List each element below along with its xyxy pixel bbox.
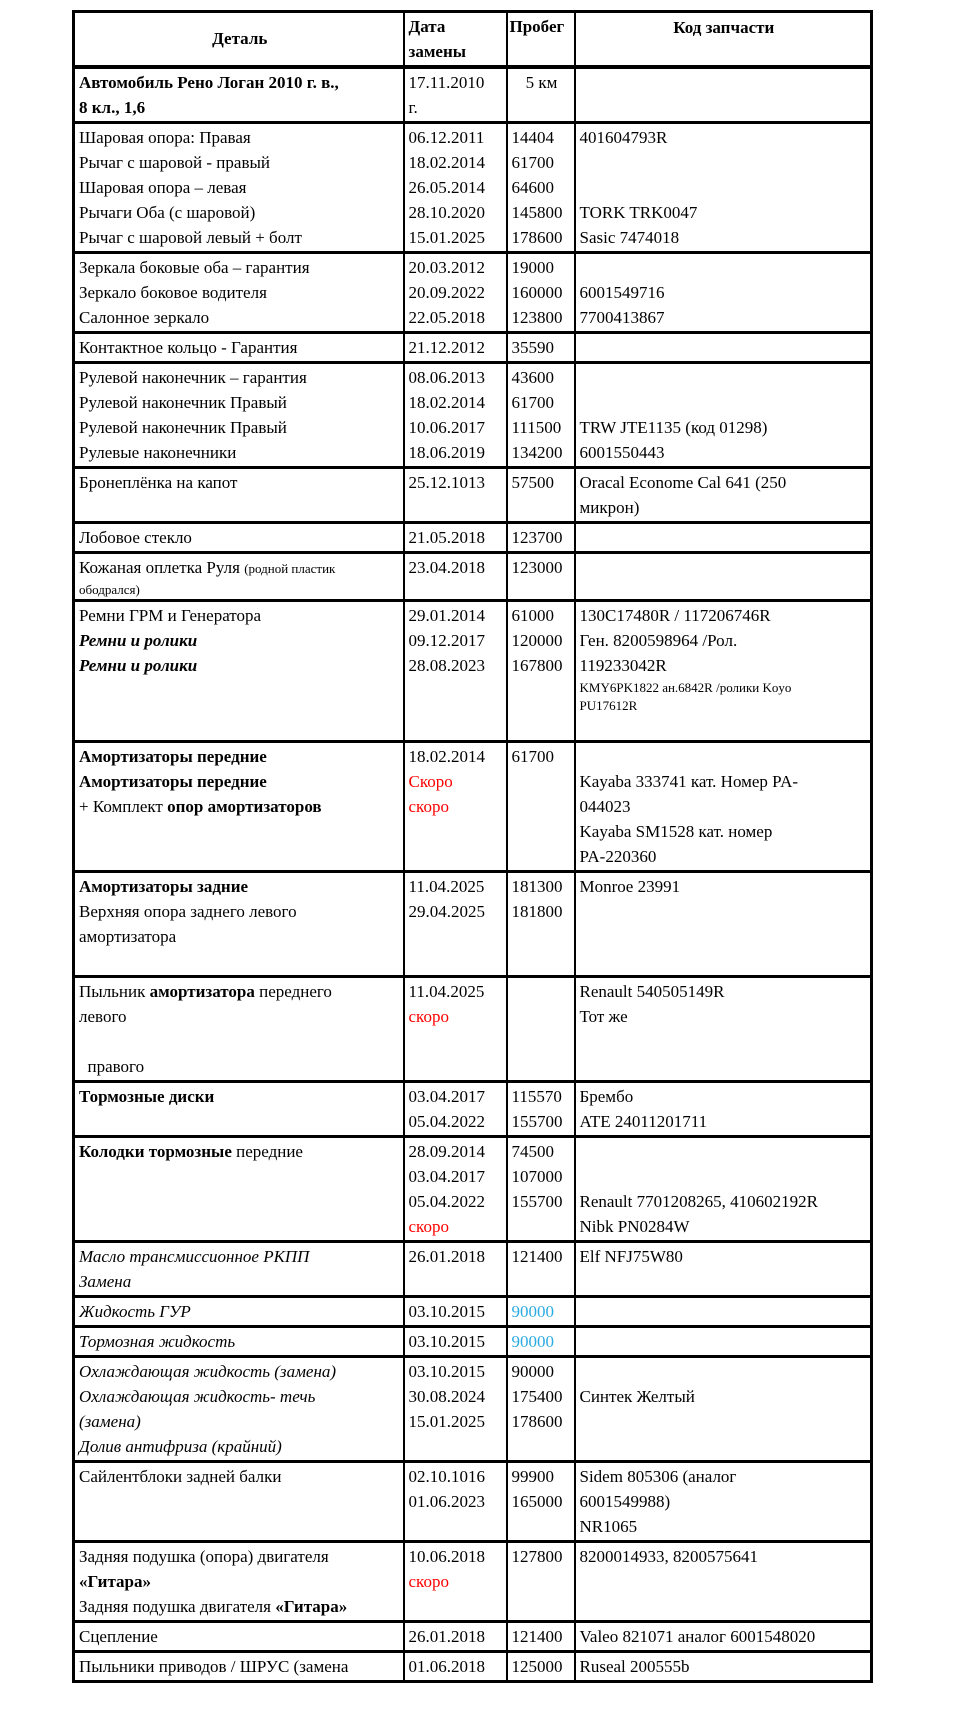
code-cell: Kayaba 333741 кат. Номер PA- 044023 Kayaba SM1528 кат. номер PA-220360 [575,742,872,872]
code-cell: Elf NFJ75W80 [575,1242,872,1297]
table-row [74,123,872,253]
column-header-part: Деталь [74,12,404,68]
date-cell: 18.02.2014 Скоро скоро [404,742,507,872]
table-row [74,67,872,123]
part-cell: Амортизаторы задние Верхняя опора заднего левого амортизатора [74,872,404,977]
part-cell: Масло трансмиссионное РКПП Замена [74,1242,404,1297]
table-body [74,12,872,1682]
date-cell: 23.04.2018 [404,553,507,601]
odo-cell: 57500 [507,468,575,523]
part-cell: Ремни ГРМ и Генератора Ремни и ролики Ремни и ролики [74,601,404,742]
code-cell: Oracal Econome Cal 641 (250 микрон) [575,468,872,523]
code-cell [575,1297,872,1327]
code-cell: Синтек Желтый [575,1357,872,1462]
code-cell: 130C17480R / 117206746R Ген. 8200598964 /Рол. 119233042R KMY6PK1822 ан.6842R /ролики Koyo PU17612R [575,601,872,742]
odo-cell: 121400 [507,1242,575,1297]
code-cell: Valeo 821071 аналог 6001548020 [575,1622,872,1652]
odo-cell: 121400 [507,1622,575,1652]
odo-cell: 43600 61700 111500 134200 [507,363,575,468]
date-cell: 03.10.2015 [404,1297,507,1327]
code-cell [575,553,872,601]
code-cell: Брембо ATE 24011201711 [575,1082,872,1137]
odo-cell: 74500 107000 155700 [507,1137,575,1242]
table-row [74,1357,872,1462]
table-row [74,1622,872,1652]
table-row [74,1462,872,1542]
column-header-code: Код запчасти [575,12,872,68]
date-cell: 26.01.2018 [404,1242,507,1297]
table-row [74,333,872,363]
odo-cell [507,977,575,1082]
table-row [74,1137,872,1242]
table-row [74,742,872,872]
date-cell: 21.12.2012 [404,333,507,363]
odo-cell: 14404 61700 64600 145800 178600 [507,123,575,253]
part-cell: Контактное кольцо - Гарантия [74,333,404,363]
odo-cell: 61700 [507,742,575,872]
table-row [74,363,872,468]
part-cell: Кожаная оплетка Руля (родной пластик ободрался) [74,553,404,601]
date-cell: 29.01.2014 09.12.2017 28.08.2023 [404,601,507,742]
part-cell: Охлаждающая жидкость (замена) Охлаждающая жидкость- течь (замена) Долив антифриза (крайний) [74,1357,404,1462]
odo-cell: 115570 155700 [507,1082,575,1137]
code-cell: Ruseal 200555b [575,1652,872,1682]
part-cell: Бронеплёнка на капот [74,468,404,523]
date-cell: 20.03.2012 20.09.2022 22.05.2018 [404,253,507,333]
table-row [74,872,872,977]
odo-cell: 61000 120000 167800 [507,601,575,742]
date-cell: 02.10.1016 01.06.2023 [404,1462,507,1542]
part-cell: Пыльник амортизатора переднего левого правого [74,977,404,1082]
odo-cell: 35590 [507,333,575,363]
code-cell [575,1327,872,1357]
date-cell: 03.10.2015 [404,1327,507,1357]
code-cell: Monroe 23991 [575,872,872,977]
date-cell: 17.11.2010 г. [404,67,507,123]
date-cell: 01.06.2018 [404,1652,507,1682]
odo-cell: 19000 160000 123800 [507,253,575,333]
part-cell: Жидкость ГУР [74,1297,404,1327]
column-header-date: Дата замены [404,12,507,68]
part-cell: Колодки тормозные передние [74,1137,404,1242]
part-cell: Сцепление [74,1622,404,1652]
part-cell: Тормозные диски [74,1082,404,1137]
code-cell: 6001549716 7700413867 [575,253,872,333]
date-cell: 11.04.2025 29.04.2025 [404,872,507,977]
code-cell: TRW JTE1135 (код 01298) 6001550443 [575,363,872,468]
date-cell: 25.12.1013 [404,468,507,523]
table-row [74,977,872,1082]
code-cell: 401604793R TORK TRK0047 Sasic 7474018 [575,123,872,253]
header-row [74,12,872,68]
odo-cell: 127800 [507,1542,575,1622]
part-cell: Рулевой наконечник – гарантия Рулевой наконечник Правый Рулевой наконечник Правый Рулевые наконечники [74,363,404,468]
table-row [74,553,872,601]
part-cell: Автомобиль Рено Логан 2010 г. в., 8 кл., 1,6 [74,67,404,123]
code-cell [575,67,872,123]
odo-cell: 90000 [507,1297,575,1327]
code-cell [575,523,872,553]
table-row [74,1327,872,1357]
odo-cell: 90000 [507,1327,575,1357]
date-cell: 28.09.2014 03.04.2017 05.04.2022 скоро [404,1137,507,1242]
odo-cell: 5 км [507,67,575,123]
part-cell: Тормозная жидкость [74,1327,404,1357]
table-row [74,253,872,333]
date-cell: 08.06.2013 18.02.2014 10.06.2017 18.06.2019 [404,363,507,468]
code-cell: Renault 540505149R Тот же [575,977,872,1082]
date-cell: 26.01.2018 [404,1622,507,1652]
odo-cell: 99900 165000 [507,1462,575,1542]
part-cell: Пыльники приводов / ШРУС (замена [74,1652,404,1682]
part-cell: Шаровая опора: Правая Рычаг с шаровой - правый Шаровая опора – левая Рычаги Оба (с шаровой) Рычаг с шаровой левый + болт [74,123,404,253]
part-cell: Амортизаторы передние Амортизаторы передние + Комплект опор амортизаторов [74,742,404,872]
part-cell: Задняя подушка (опора) двигателя «Гитара» Задняя подушка двигателя «Гитара» [74,1542,404,1622]
table-row [74,1297,872,1327]
code-cell: 8200014933, 8200575641 [575,1542,872,1622]
table-row [74,468,872,523]
date-cell: 06.12.2011 18.02.2014 26.05.2014 28.10.2020 15.01.2025 [404,123,507,253]
odo-cell: 181300 181800 [507,872,575,977]
code-cell: Renault 7701208265, 410602192R Nibk PN0284W [575,1137,872,1242]
odo-cell: 123000 [507,553,575,601]
table-row [74,1652,872,1682]
table-row [74,1242,872,1297]
part-cell: Зеркала боковые оба – гарантия Зеркало боковое водителя Салонное зеркало [74,253,404,333]
table-row [74,601,872,742]
code-cell [575,333,872,363]
table-row [74,523,872,553]
code-cell: Sidem 805306 (аналог 6001549988) NR1065 [575,1462,872,1542]
maintenance-table [72,10,873,1683]
date-cell: 03.10.2015 30.08.2024 15.01.2025 [404,1357,507,1462]
date-cell: 10.06.2018 скоро [404,1542,507,1622]
odo-cell: 125000 [507,1652,575,1682]
date-cell: 03.04.2017 05.04.2022 [404,1082,507,1137]
part-cell: Сайлентблоки задней балки [74,1462,404,1542]
odo-cell: 90000 175400 178600 [507,1357,575,1462]
part-cell: Лобовое стекло [74,523,404,553]
date-cell: 11.04.2025 скоро [404,977,507,1082]
table-row [74,1542,872,1622]
date-cell: 21.05.2018 [404,523,507,553]
column-header-mileage: Пробег [507,12,575,68]
table-row [74,1082,872,1137]
odo-cell: 123700 [507,523,575,553]
